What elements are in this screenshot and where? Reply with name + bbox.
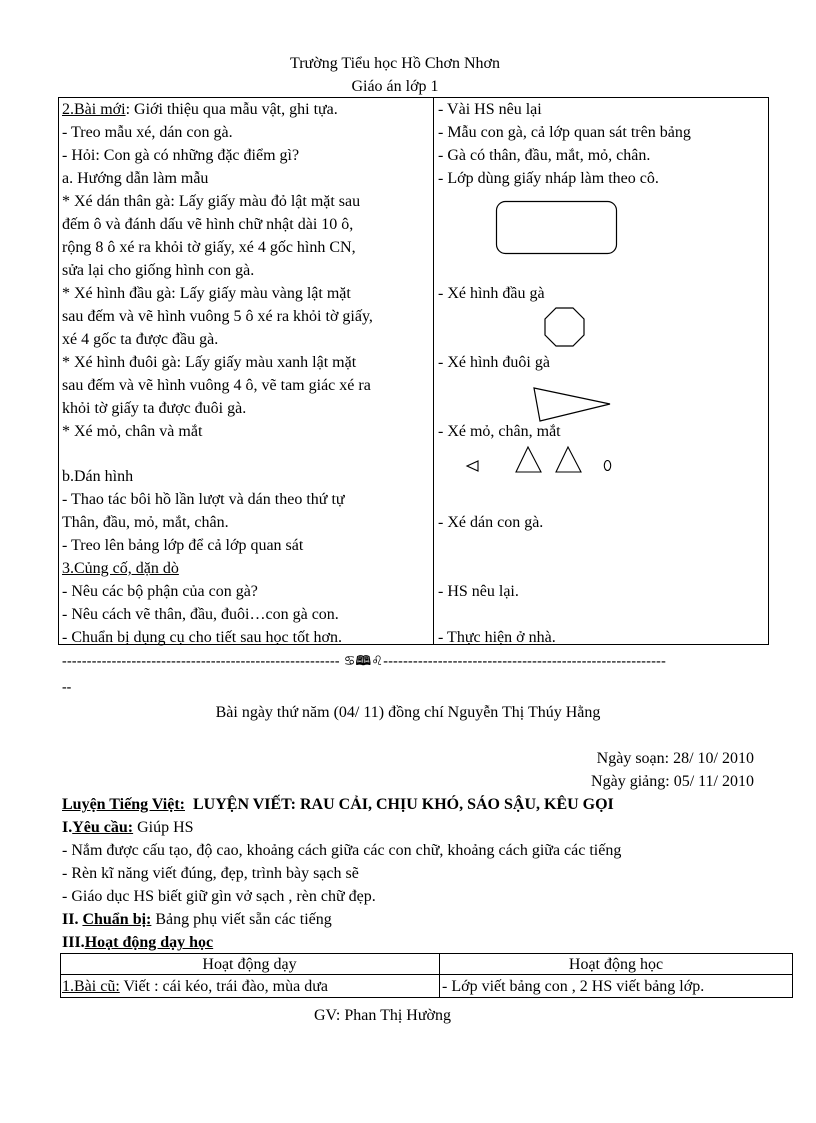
new-lesson-label: 2.Bài mới [62, 101, 126, 118]
table-header-teaching: Hoạt động dạy [202, 956, 297, 973]
right-line-3: - Gà có thân, đầu, mắt, mỏ, chân. [438, 147, 651, 164]
left-line-21: - Nêu các bộ phận của con gà? [62, 583, 258, 600]
left-line-6: đếm ô và đánh dấu vẽ hình chữ nhật dài 10 ô, [62, 216, 354, 233]
requirement-2: - Rèn kĩ năng viết đúng, đẹp, trình bày sạch sẽ [62, 865, 359, 882]
old-lesson-label: 1.Bài cũ: [62, 978, 120, 995]
left-line-12: * Xé hình đuôi gà: Lấy giấy màu xanh lật mặt [62, 354, 357, 371]
requirements-text: Giúp HS [133, 819, 194, 836]
right-line-5: - Xé hình đầu gà [438, 285, 545, 302]
new-lesson-text: : Giới thiệu qua mẫu vật, ghi tựa. [125, 101, 338, 118]
requirements-heading [62, 818, 194, 838]
activities-table-row-divider [60, 974, 793, 975]
left-line-7: rộng 8 ô xé ra khỏi tờ giấy, xé 4 gốc hình CN, [62, 239, 356, 256]
requirement-3: - Giáo dục HS biết giữ gìn vở sạch , rèn chữ đẹp. [62, 888, 376, 905]
footer-teacher: GV: Phan Thị Hường [314, 1007, 451, 1024]
left-line-4: a. Hướng dẫn làm mẫu [62, 170, 209, 187]
left-line-13: sau đếm và vẽ hình vuông 4 ô, vẽ tam giác xé ra [62, 377, 371, 394]
triangle-tail-shape [533, 387, 613, 423]
left-line-9: * Xé hình đầu gà: Lấy giấy màu vàng lật mặt [62, 285, 351, 302]
lesson-title-text: LUYỆN VIẾT: RAU CẢI, CHỊU KHÓ, SÁO SẬU, KÊU GỌI [184, 796, 614, 813]
preparation-label: II. Chuẩn bị: [62, 911, 152, 928]
teacher-note: Bài ngày thứ năm (04/ 11) đồng chí Nguyễn Thị Thúy Hằng [215, 704, 601, 721]
table-row-learning: - Lớp viết bảng con , 2 HS viết bảng lớp. [442, 978, 705, 995]
table-header-learning: Hoạt động học [568, 956, 664, 973]
left-line-5: * Xé dán thân gà: Lấy giấy màu đỏ lật mặt sau [62, 193, 361, 210]
right-line-8: - Xé dán con gà. [438, 514, 544, 531]
separator-ornament-icon: ♋🕮♌ [343, 654, 384, 669]
left-line-18: Thân, đầu, mỏ, mắt, chân. [62, 514, 229, 531]
requirement-1: - Nắm được cấu tạo, độ cao, khoảng cách giữa các con chữ, khoảng cách giữa các tiếng [62, 842, 622, 859]
date-taught: Ngày giảng: 05/ 11/ 2010 [591, 773, 754, 790]
lesson-title [62, 795, 614, 815]
subject-label: Luyện Tiếng Việt: [62, 796, 185, 813]
activities-heading: III.Hoạt động dạy học [62, 934, 214, 951]
old-lesson-text: Viết : cái kéo, trái đào, mùa dưa [119, 978, 328, 995]
preparation-text: Bảng phụ viết sẵn các tiếng [151, 911, 332, 928]
left-line-11: xé 4 gốc ta được đầu gà. [62, 331, 219, 348]
triangle-leg-shape [515, 446, 543, 474]
separator-wrap: -- [62, 680, 72, 695]
school-name: Trường Tiểu học Hồ Chơn Nhơn [290, 55, 500, 72]
table-column-divider [433, 97, 434, 645]
left-line-8: sửa lại cho giống hình con gà. [62, 262, 255, 279]
new-lesson-line [62, 100, 338, 120]
right-line-10: - Thực hiện ở nhà. [438, 629, 556, 646]
left-line-19: - Treo lên bảng lớp để cả lớp quan sát [62, 537, 304, 554]
rounded-rectangle-shape [496, 201, 618, 255]
left-line-10: sau đếm và vẽ hình vuông 5 ô xé ra khỏi tờ giấy, [62, 308, 373, 325]
right-line-2: - Mẫu con gà, cả lớp quan sát trên bảng [438, 124, 691, 141]
left-line-20: 3.Củng cố, dặn dò [62, 560, 179, 577]
octagon-shape [544, 307, 586, 347]
right-line-9: - HS nêu lại. [438, 583, 519, 600]
small-triangle-shape [466, 460, 480, 472]
requirements-label: I.Yêu cầu: [62, 819, 134, 836]
left-line-17: - Thao tác bôi hồ lần lượt và dán theo thứ tự [62, 491, 345, 508]
page-subtitle: Giáo án lớp 1 [351, 78, 439, 95]
left-line-3: - Hỏi: Con gà có những đặc điểm gì? [62, 147, 300, 164]
date-prepared: Ngày soạn: 28/ 10/ 2010 [596, 750, 754, 767]
separator-dashes-right: --------------------------------------------------------- [383, 654, 667, 669]
left-line-14: khỏi tờ giấy ta được đuôi gà. [62, 400, 247, 417]
left-line-16: b.Dán hình [62, 468, 134, 485]
left-line-22: - Nêu cách vẽ thân, đầu, đuôi…con gà con. [62, 606, 339, 623]
separator-dashes-left: -------------------------------------------------------- [62, 654, 340, 669]
table-row-old-lesson [62, 977, 328, 996]
section-separator [62, 652, 666, 672]
left-line-2: - Treo mẫu xé, dán con gà. [62, 124, 233, 141]
eye-oval-shape [603, 459, 613, 473]
right-line-1: - Vài HS nêu lại [438, 101, 542, 118]
left-line-23: - Chuẩn bị dụng cụ cho tiết sau học tốt hơn. [62, 629, 342, 646]
triangle-leg-shape [555, 446, 583, 474]
right-line-4: - Lớp dùng giấy nháp làm theo cô. [438, 170, 659, 187]
right-line-6: - Xé hình đuôi gà [438, 354, 550, 371]
preparation-heading [62, 910, 332, 930]
right-line-7: - Xé mỏ, chân, mắt [438, 423, 561, 440]
left-line-15: * Xé mỏ, chân và mắt [62, 423, 203, 440]
